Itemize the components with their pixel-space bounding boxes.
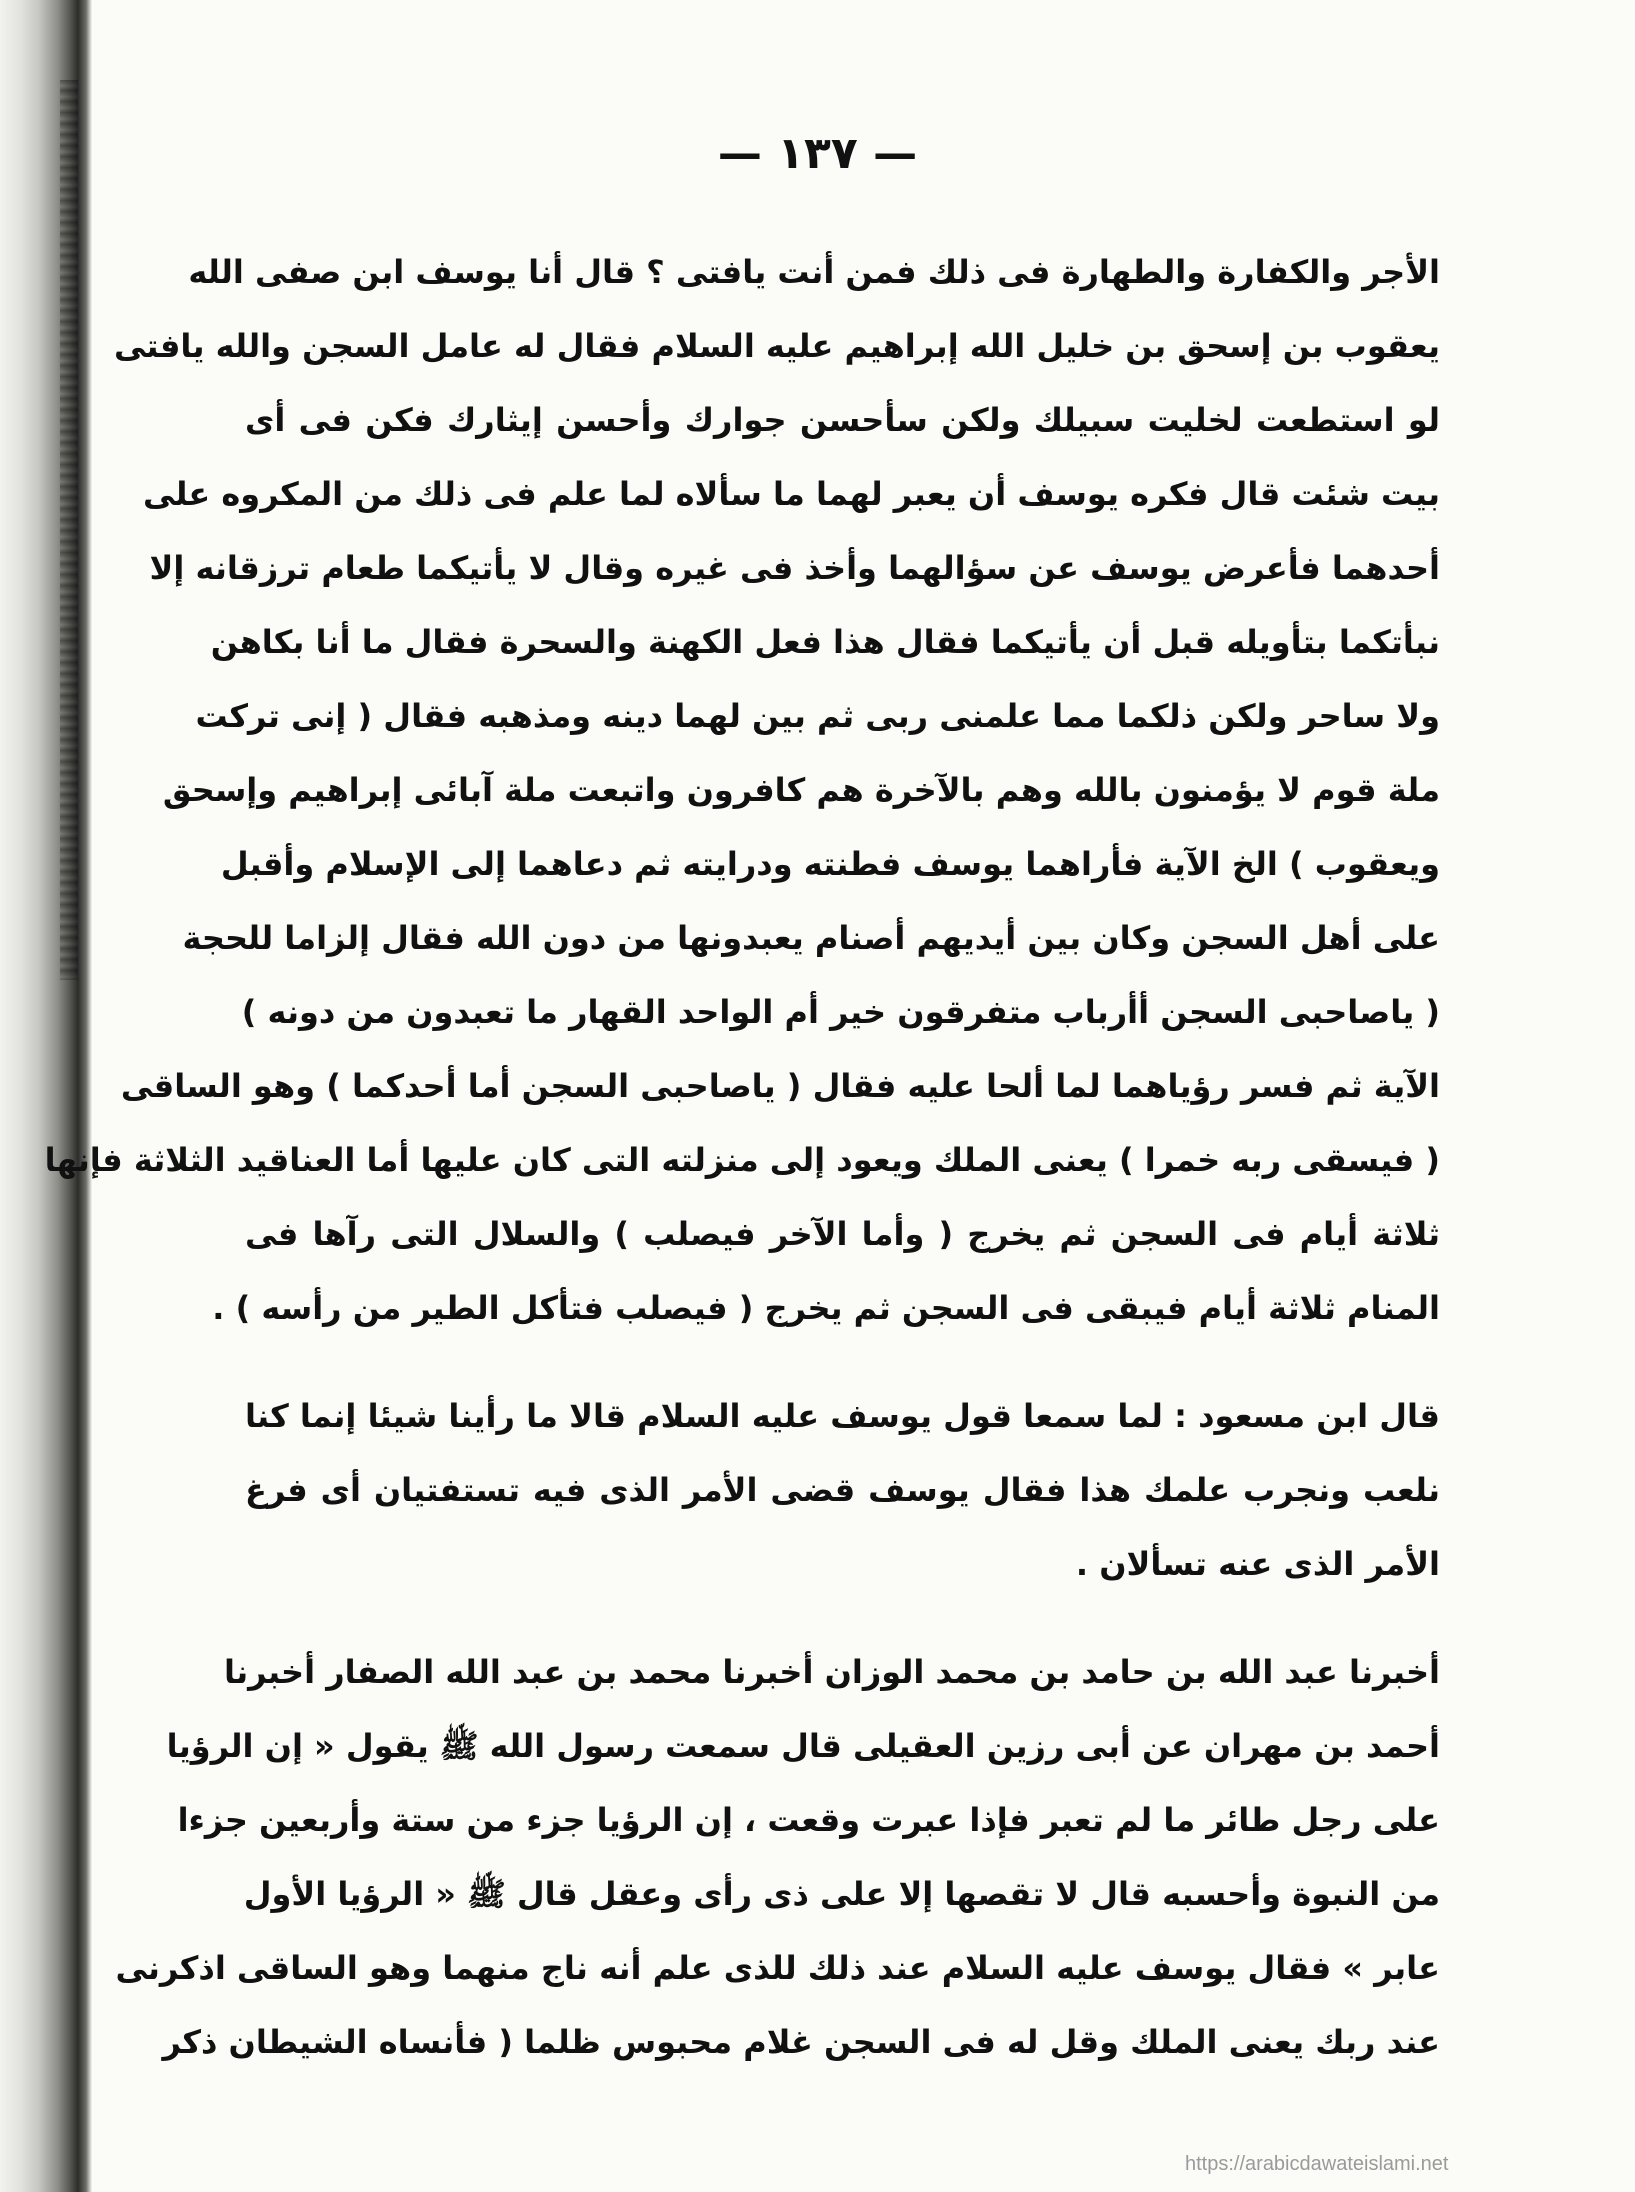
- text-line: الآية ثم فسر رؤياهما لما ألحا عليه فقال ( ياصاحبى السجن أما أحدكما ) وهو الساقى: [120, 1067, 1440, 1105]
- text-line: المنام ثلاثة أيام فيبقى فى السجن ثم يخرج ( فيصلب فتأكل الطير من رأسه ) .: [212, 1289, 1440, 1327]
- paragraph: [245, 1379, 1440, 1601]
- text-line: ( ياصاحبى السجن أأرباب متفرقون خير أم الواحد القهار ما تعبدون من دونه ): [241, 993, 1440, 1031]
- paragraph-gap: [245, 1601, 1440, 1635]
- text-line: نلعب ونجرب علمك هذا فقال يوسف قضى الأمر الذى فيه تستفتيان أى فرغ: [245, 1471, 1440, 1509]
- text-line: من النبوة وأحسبه قال لا تقصها إلا على ذى رأى وعقل قال ﷺ « الرؤيا الأول: [243, 1875, 1440, 1913]
- text-line: عند ربك يعنى الملك وقل له فى السجن غلام محبوس ظلما ( فأنساه الشيطان ذكر: [162, 2023, 1440, 2061]
- text-line: على رجل طائر ما لم تعبر فإذا عبرت وقعت ، إن الرؤيا جزء من ستة وأربعين جزءا: [177, 1801, 1440, 1839]
- scanned-binding-edge: [0, 0, 92, 2192]
- text-line: عابر » فقال يوسف عليه السلام عند ذلك للذى علم أنه ناج منهما وهو الساقى اذكرنى: [115, 1949, 1440, 1987]
- text-line: على أهل السجن وكان بين أيديهم أصنام يعبدونها من دون الله فقال إلزاما للحجة: [182, 919, 1440, 957]
- text-line: أخبرنا عبد الله بن حامد بن محمد الوزان أخبرنا محمد بن عبد الله الصفار أخبرنا: [224, 1653, 1440, 1691]
- text-line: ويعقوب ) الخ الآية فأراهما يوسف فطنته ودرايته ثم دعاهما إلى الإسلام وأقبل: [220, 845, 1440, 883]
- page-number: — ١٣٧ —: [717, 128, 918, 179]
- text-line: نبأتكما بتأويله قبل أن يأتيكما فقال هذا فعل الكهنة والسحرة فقال ما أنا بكاهن: [210, 623, 1440, 661]
- text-line: ولا ساحر ولكن ذلكما مما علمنى ربى ثم بين لهما دينه ومذهبه فقال ( إنى تركت: [195, 697, 1440, 735]
- text-line: ملة قوم لا يؤمنون بالله وهم بالآخرة هم كافرون واتبعت ملة آبائى إبراهيم وإسحق: [162, 771, 1440, 809]
- text-line: لو استطعت لخليت سبيلك ولكن سأحسن جوارك وأحسن إيثارك فكن فى أى: [245, 401, 1440, 439]
- text-line: بيت شئت قال فكره يوسف أن يعبر لهما ما سألاه لما علم فى ذلك من المكروه على: [142, 475, 1440, 513]
- paragraph: [44, 235, 1440, 1345]
- watermark-url: https://arabicdawateislami.net: [1185, 2153, 1449, 2175]
- text-line: أحمد بن مهران عن أبى رزين العقيلى قال سمعت رسول الله ﷺ يقول « إن الرؤيا: [166, 1727, 1440, 1765]
- text-line: الأجر والكفارة والطهارة فى ذلك فمن أنت يافتى ؟ قال أنا يوسف ابن صفى الله: [188, 253, 1440, 291]
- text-line: ثلاثة أيام فى السجن ثم يخرج ( وأما الآخر فيصلب ) والسلال التى رآها فى: [245, 1215, 1440, 1253]
- page-body: [44, 235, 1440, 2079]
- paragraph: [115, 1635, 1440, 2079]
- paragraph-gap: [245, 1345, 1440, 1379]
- text-line: قال ابن مسعود : لما سمعا قول يوسف عليه السلام قالا ما رأينا شيئا إنما كنا: [245, 1397, 1440, 1435]
- text-line: يعقوب بن إسحق بن خليل الله إبراهيم عليه السلام فقال له عامل السجن والله يافتى: [114, 327, 1440, 365]
- text-line: ( فيسقى ربه خمرا ) يعنى الملك ويعود إلى منزلته التى كان عليها أما العناقيد الثلاثة فإنها: [44, 1141, 1440, 1179]
- text-line: الأمر الذى عنه تسألان .: [1075, 1545, 1440, 1583]
- text-line: أحدهما فأعرض يوسف عن سؤالهما وأخذ فى غيره وقال لا يأتيكما طعام ترزقانه إلا: [149, 549, 1440, 587]
